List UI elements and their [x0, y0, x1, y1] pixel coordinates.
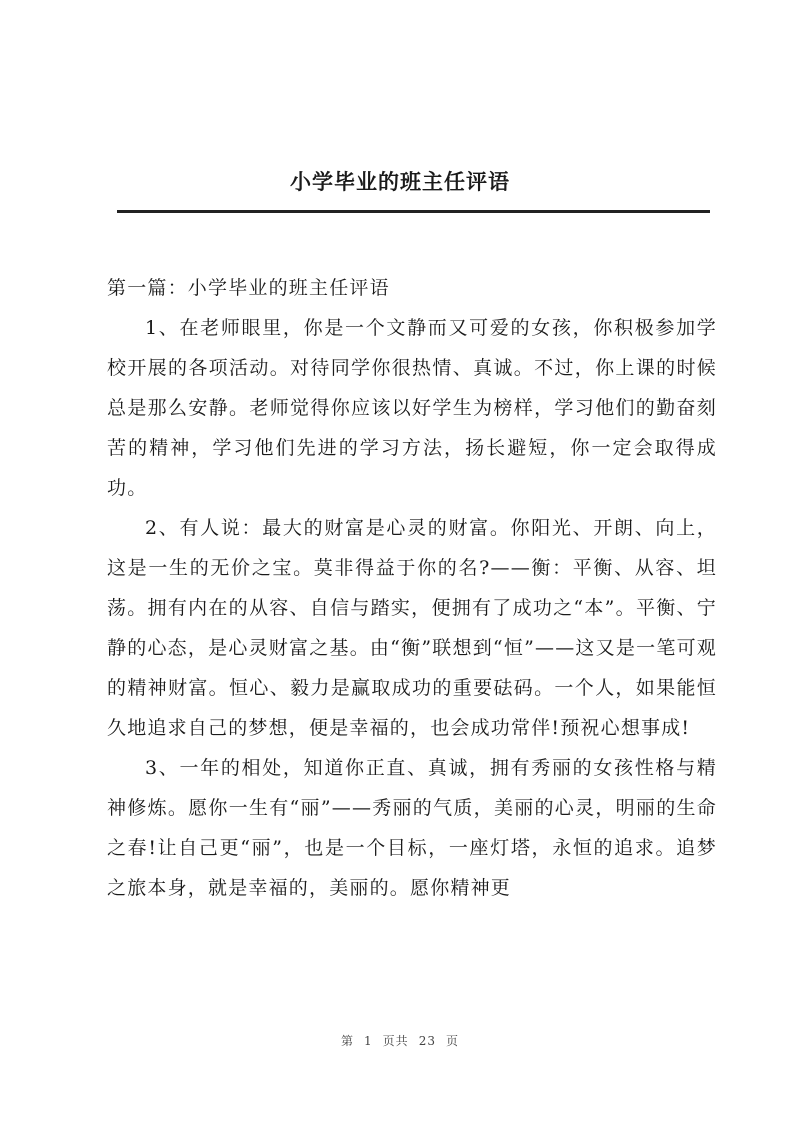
paragraph-1: 1、在老师眼里，你是一个文静而又可爱的女孩，你积极参加学校开展的各项活动。对待同学你很热情、真诚。不过，你上课的时候总是那么安静。老师觉得你应该以好学生为榜样，学习他们的勤奋刻苦的精神，学习他们先进的学习方法，扬长避短，你一定会取得成功。	[107, 317, 717, 499]
footer-page-number: 1	[364, 1034, 373, 1048]
page-footer	[0, 1032, 800, 1049]
document-title: 小学毕业的班主任评语	[290, 169, 510, 194]
footer-total-pages: 23	[418, 1034, 436, 1048]
footer-page-label: 第	[341, 1034, 355, 1048]
footer-page-suffix: 页	[445, 1034, 459, 1048]
section-heading: 第一篇：小学毕业的班主任评语	[107, 277, 390, 299]
title-underline	[117, 210, 710, 213]
paragraph-2: 2、有人说：最大的财富是心灵的财富。你阳光、开朗、向上，这是一生的无价之宝。莫非得益于你的名?——衡：平衡、从容、坦荡。拥有内在的从容、自信与踏实，便拥有了成功之“本”。平衡、宁静的心态，是心灵财富之基。由“衡”联想到“恒”——这又是一笔可观的精神财富。恒心、毅力是赢取成功的重要砝码。一个人，如果能恒久地追求自己的梦想，便是幸福的，也会成功常伴!预祝心想事成!	[107, 517, 717, 739]
document-body	[107, 268, 717, 908]
paragraph-3: 3、一年的相处，知道你正直、真诚，拥有秀丽的女孩性格与精神修炼。愿你一生有“丽”——秀丽的气质，美丽的心灵，明丽的生命之春!让自己更“丽”，也是一个目标，一座灯塔，永恒的追求。追梦之旅本身，就是幸福的，美丽的。愿你精神更	[107, 757, 717, 899]
footer-page-mid: 页共	[382, 1034, 409, 1048]
